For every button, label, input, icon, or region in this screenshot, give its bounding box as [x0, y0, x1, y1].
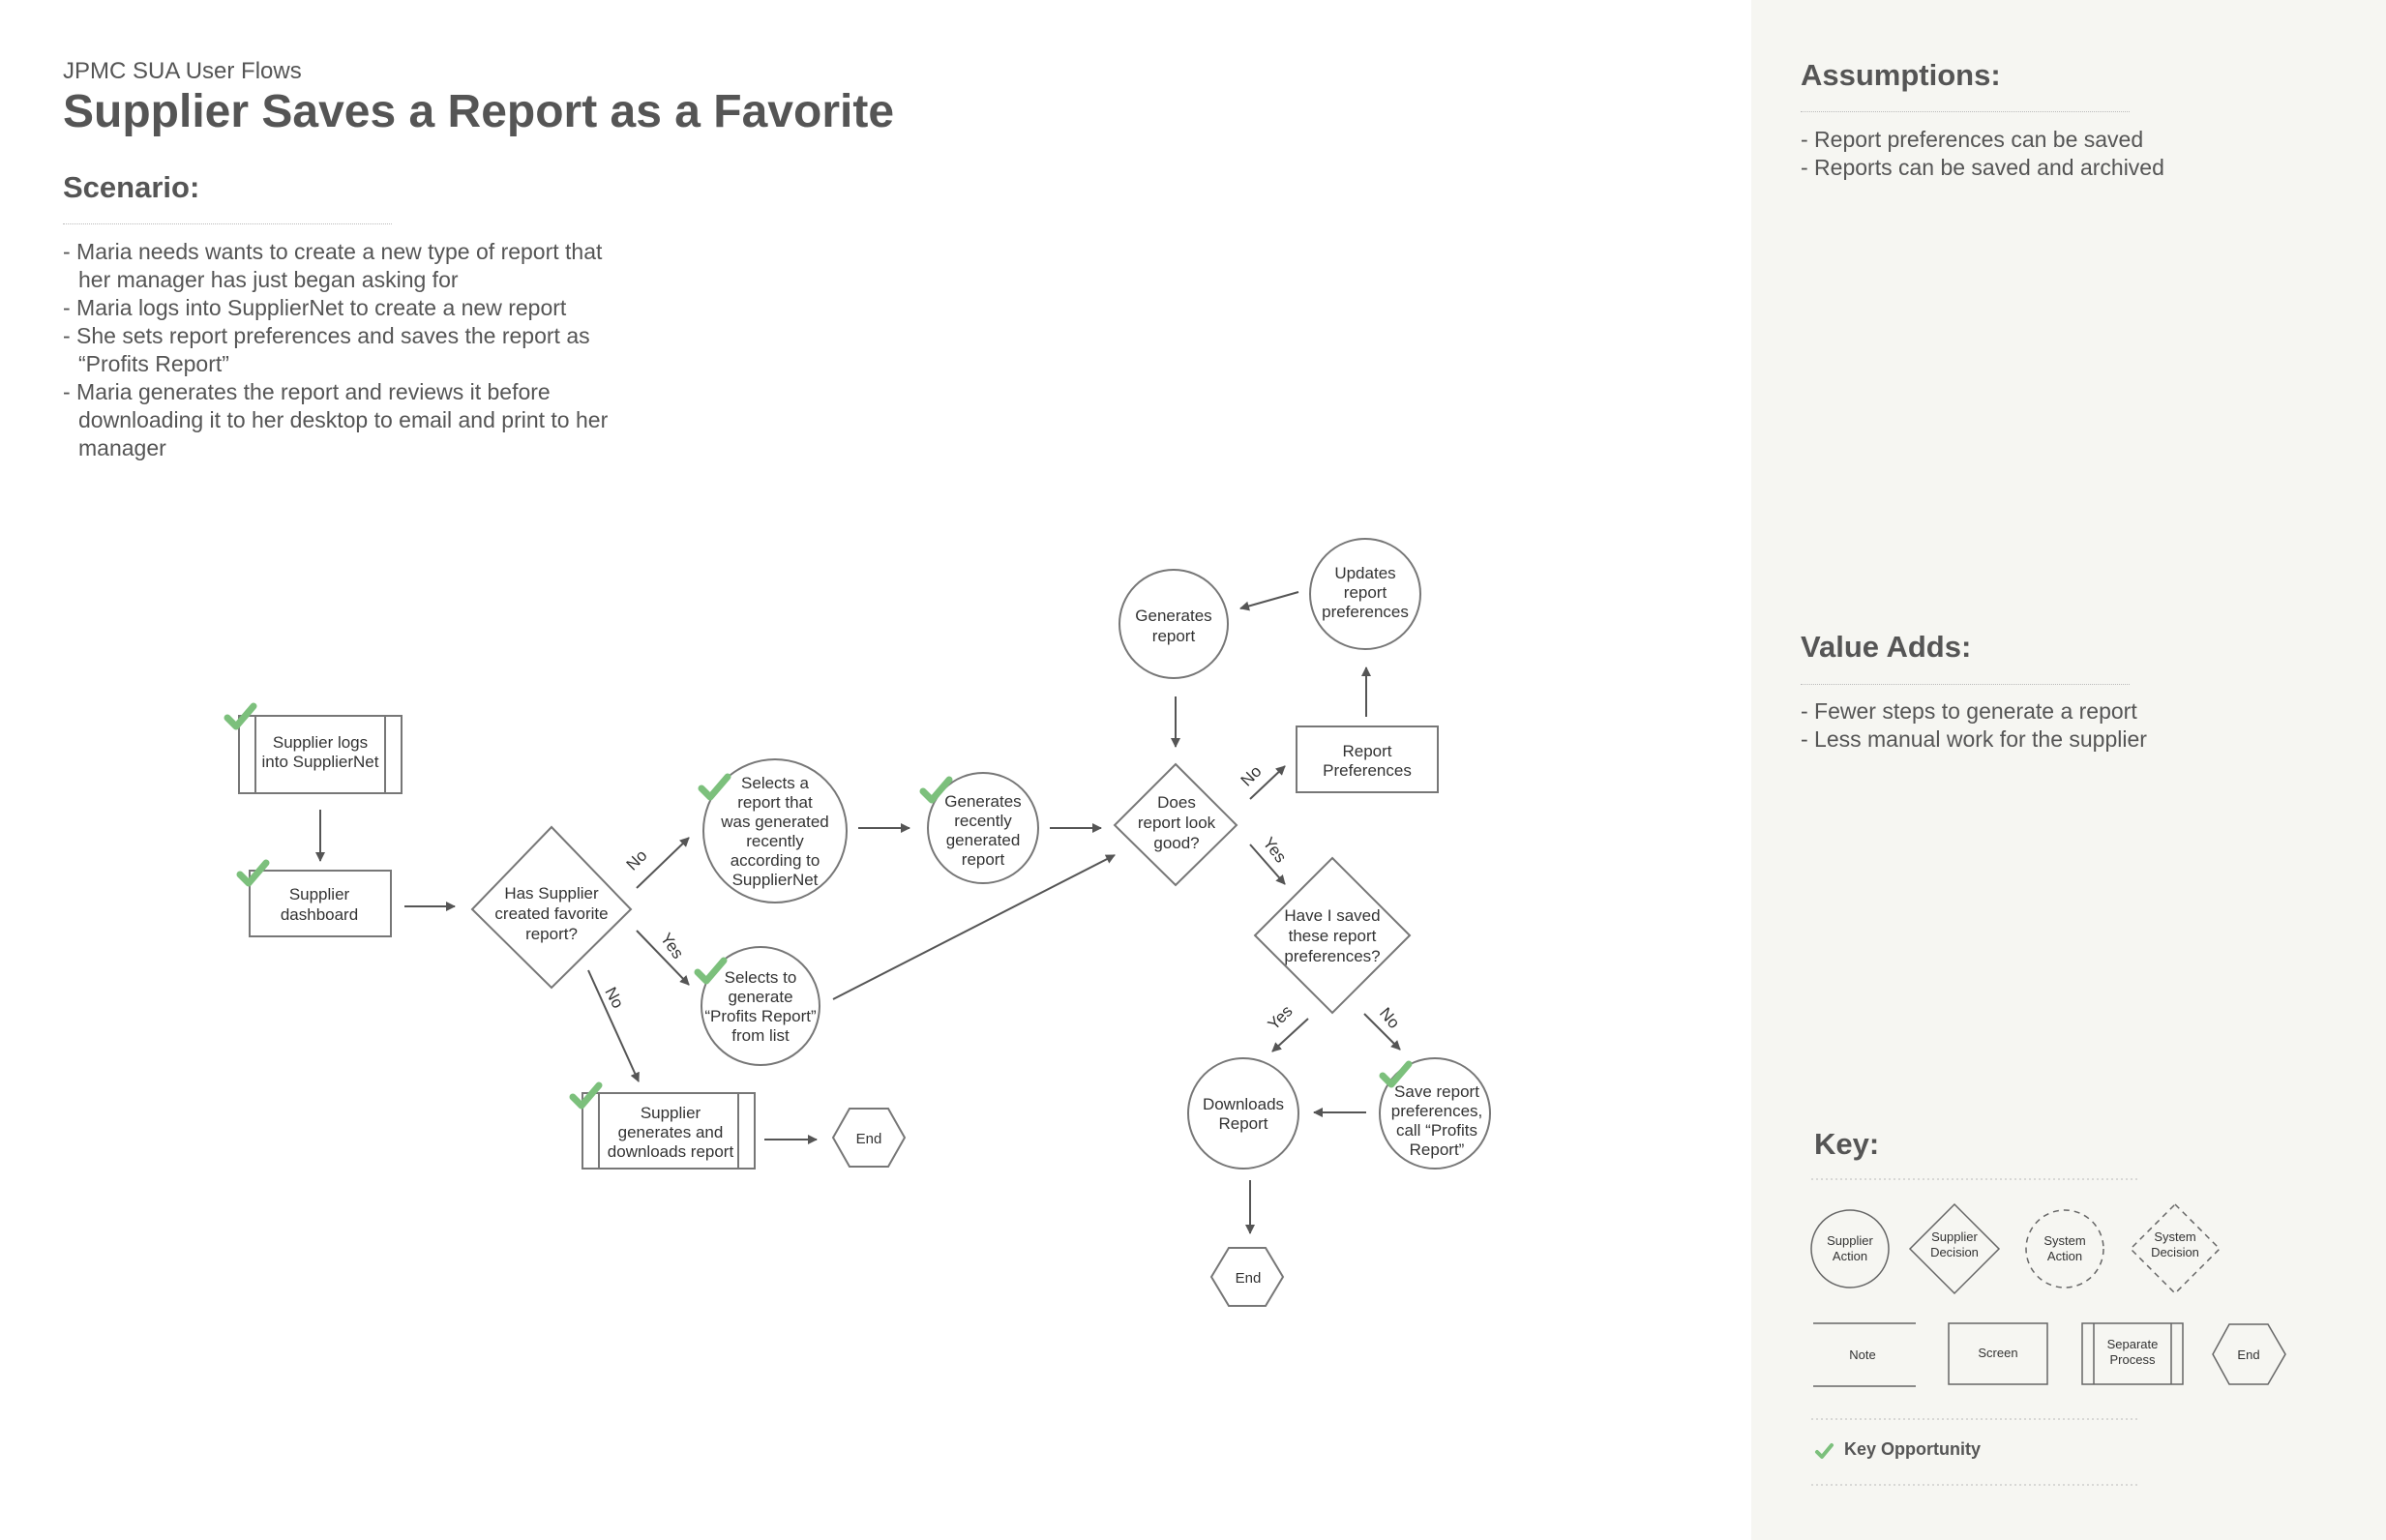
key-supplier-decision-text: Supplier [1931, 1229, 1978, 1244]
node-saved-prefs-text: preferences? [1284, 947, 1381, 965]
assumption-item: - Reports can be saved and archived [1801, 155, 2164, 180]
node-select-recent-text: according to [730, 851, 820, 870]
node-downloads-text: Report [1218, 1114, 1268, 1133]
node-select-profits-text: from list [731, 1026, 790, 1045]
node-has-favorite-text: Has Supplier [504, 884, 599, 903]
key-opportunity-check-icon [1817, 1445, 1832, 1457]
value-add-item: - Less manual work for the supplier [1801, 726, 2147, 752]
key-supplier-action-text: Supplier [1827, 1233, 1873, 1248]
key-supplier-action-text: Action [1832, 1249, 1868, 1263]
node-looks-good-text: good? [1153, 834, 1200, 852]
node-save-prefs-text: Save report [1394, 1082, 1479, 1101]
node-select-recent-text: was generated [721, 813, 829, 831]
node-login-text: Supplier logs [272, 733, 369, 752]
node-select-recent-text: report that [737, 793, 813, 812]
key-system-action-text: Action [2046, 1249, 2083, 1263]
label-no: No [601, 984, 628, 1012]
node-save-prefs-text: preferences, [1390, 1102, 1483, 1120]
label-no: No [1375, 1004, 1404, 1032]
node-generates-recent-text: Generates [944, 792, 1022, 811]
node-has-favorite-text: report? [525, 925, 578, 943]
key-system-action-text: System [2043, 1233, 2086, 1248]
node-has-favorite-text: created favorite [494, 904, 609, 923]
label-yes: Yes [656, 930, 688, 962]
value-adds-heading: Value Adds: [1801, 630, 1972, 664]
scenario-item: - Maria generates the report and reviews it before downloading it to her desktop to email and print to her manager [63, 379, 609, 460]
key-opportunity-label: Key Opportunity [1844, 1439, 1982, 1459]
scenario-item: - She sets report preferences and saves the report as “Profits Report” [63, 323, 590, 376]
node-dashboard-box [250, 871, 391, 936]
node-login-text: into SupplierNet [261, 753, 379, 771]
key-end-text: End [2237, 1348, 2260, 1362]
node-generates-recent-text: generated [945, 831, 1021, 849]
node-looks-good-text: Does [1157, 793, 1196, 812]
label-no: No [622, 845, 651, 874]
node-looks-good-text: report look [1137, 814, 1216, 832]
node-generates-recent-text: report [961, 850, 1005, 869]
key-note-text: Note [1849, 1348, 1876, 1362]
page-subtitle: JPMC SUA User Flows [63, 58, 302, 84]
scenario-item: - Maria needs wants to create a new type of report that her manager has just began asking for [63, 239, 603, 292]
node-generates-downloads-text: Supplier [640, 1104, 701, 1122]
node-generates-downloads-text: generates and [617, 1123, 724, 1141]
arrow-updates-to-generates [1240, 592, 1298, 608]
assumptions-heading: Assumptions: [1801, 58, 2001, 92]
node-saved-prefs-text: Have I saved [1284, 906, 1381, 925]
node-updates-prefs-text: report [1343, 583, 1387, 602]
scenario-item: - Maria logs into SupplierNet to create a new report [63, 295, 567, 320]
assumption-item: - Report preferences can be saved [1801, 127, 2144, 152]
node-select-profits-text: generate [728, 988, 793, 1006]
scenario-heading: Scenario: [63, 170, 200, 204]
value-add-item: - Fewer steps to generate a report [1801, 698, 2137, 724]
node-updates-prefs-text: Updates [1334, 564, 1396, 582]
node-select-recent-text: recently [746, 832, 804, 850]
node-dashboard-text: dashboard [280, 905, 359, 924]
node-downloads-circle [1188, 1058, 1298, 1169]
node-end-text: End [1235, 1270, 1262, 1287]
key-separate-process-text: Separate [2106, 1337, 2159, 1351]
label-yes: Yes [1259, 833, 1291, 867]
key-system-decision-text: System [2154, 1229, 2196, 1244]
label-yes: Yes [1264, 1001, 1297, 1034]
node-select-recent-text: Selects a [741, 774, 809, 792]
node-generates-report-text: Generates [1135, 607, 1212, 625]
key-heading: Key: [1814, 1127, 1880, 1161]
key-screen-text: Screen [1978, 1346, 2018, 1360]
node-generates-recent-text: recently [954, 812, 1012, 830]
node-report-prefs-text: Preferences [1323, 761, 1412, 780]
node-downloads-text: Downloads [1202, 1095, 1285, 1113]
key-supplier-decision-text: Decision [1930, 1245, 1979, 1259]
node-select-profits-text: Selects to [724, 968, 797, 987]
node-save-prefs-text: Report” [1409, 1140, 1465, 1159]
node-generates-downloads-text: downloads report [607, 1142, 734, 1161]
key-system-decision-text: Decision [2151, 1245, 2199, 1259]
node-updates-prefs-text: preferences [1322, 603, 1409, 621]
label-no: No [1237, 761, 1266, 790]
node-select-recent-text: SupplierNet [731, 871, 819, 889]
node-dashboard-text: Supplier [288, 885, 350, 903]
node-end-text: End [855, 1131, 882, 1147]
node-saved-prefs-text: these report [1288, 927, 1377, 945]
page-title: Supplier Saves a Report as a Favorite [63, 86, 895, 137]
node-report-prefs-text: Report [1342, 742, 1392, 760]
key-separate-process-text: Process [2109, 1352, 2156, 1367]
node-select-profits-text: “Profits Report” [704, 1007, 817, 1025]
node-save-prefs-text: call “Profits [1395, 1121, 1478, 1140]
node-generates-report-text: report [1151, 627, 1196, 645]
